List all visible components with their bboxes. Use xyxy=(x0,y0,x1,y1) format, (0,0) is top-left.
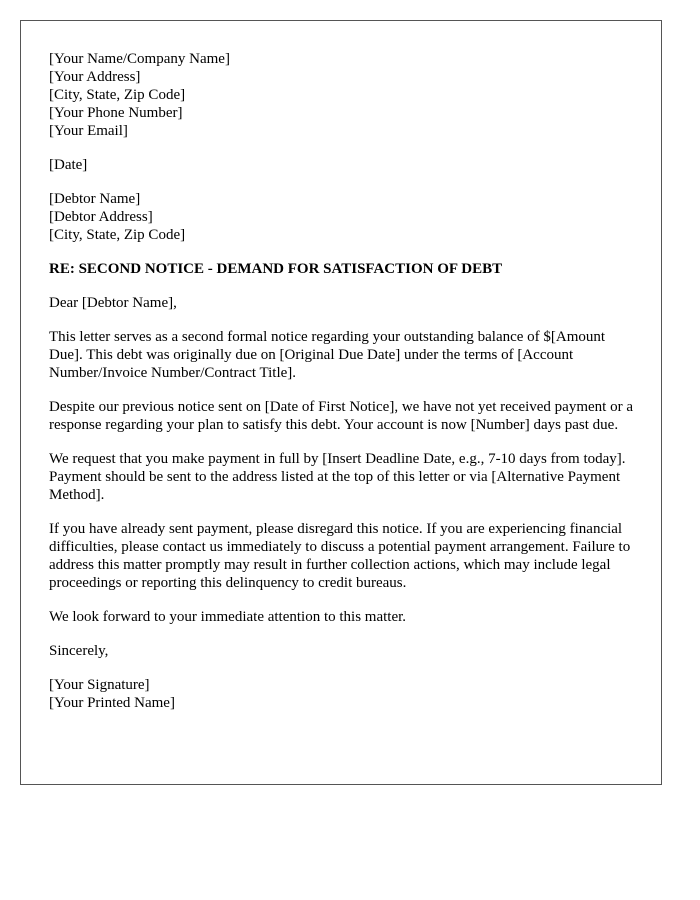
paragraph-payment-request: We request that you make payment in full by [Insert Deadline Date, e.g., 7-10 days from today]. Payment should be sent to the address listed at the top of this letter or via [Alternative Payment Method]. xyxy=(49,451,626,503)
recipient-address: [Debtor Address] xyxy=(49,209,153,225)
letter-page xyxy=(20,20,662,785)
paragraph-previous-notice: Despite our previous notice sent on [Date of First Notice], we have not yet received payment or a response regarding your plan to satisfy this debt. Your account is now [Number] days past due. xyxy=(49,399,633,433)
recipient-city: [City, State, Zip Code] xyxy=(49,227,186,243)
paragraph-consequences: If you have already sent payment, please disregard this notice. If you are experiencing financial difficulties, please contact us immediately to discuss a potential payment arrangement. Failure to address this matter promptly may result in further collection actions, which may include legal proceedings or reporting this delinquency to credit bureaus. xyxy=(49,521,631,591)
subject-line: RE: SECOND NOTICE - DEMAND FOR SATISFACTION OF DEBT xyxy=(49,261,503,277)
recipient-block xyxy=(49,190,634,244)
sender-city: [City, State, Zip Code] xyxy=(49,87,186,103)
sender-address: [Your Address] xyxy=(49,69,141,85)
closing: Sincerely, xyxy=(49,643,109,659)
sender-email: [Your Email] xyxy=(49,123,128,139)
signature: [Your Signature] xyxy=(49,677,150,693)
sender-phone: [Your Phone Number] xyxy=(49,105,183,121)
letter-date: [Date] xyxy=(49,157,88,173)
salutation: Dear [Debtor Name], xyxy=(49,295,177,311)
recipient-name: [Debtor Name] xyxy=(49,191,141,207)
signature-block xyxy=(49,676,634,712)
printed-name: [Your Printed Name] xyxy=(49,695,175,711)
sender-block xyxy=(49,50,634,140)
sender-name: [Your Name/Company Name] xyxy=(49,51,230,67)
paragraph-closing-remark: We look forward to your immediate attention to this matter. xyxy=(49,609,407,625)
paragraph-balance: This letter serves as a second formal notice regarding your outstanding balance of $[Amount Due]. This debt was originally due on [Original Due Date] under the terms of [Account Number/Invoice Number/Contract Title]. xyxy=(49,329,606,381)
